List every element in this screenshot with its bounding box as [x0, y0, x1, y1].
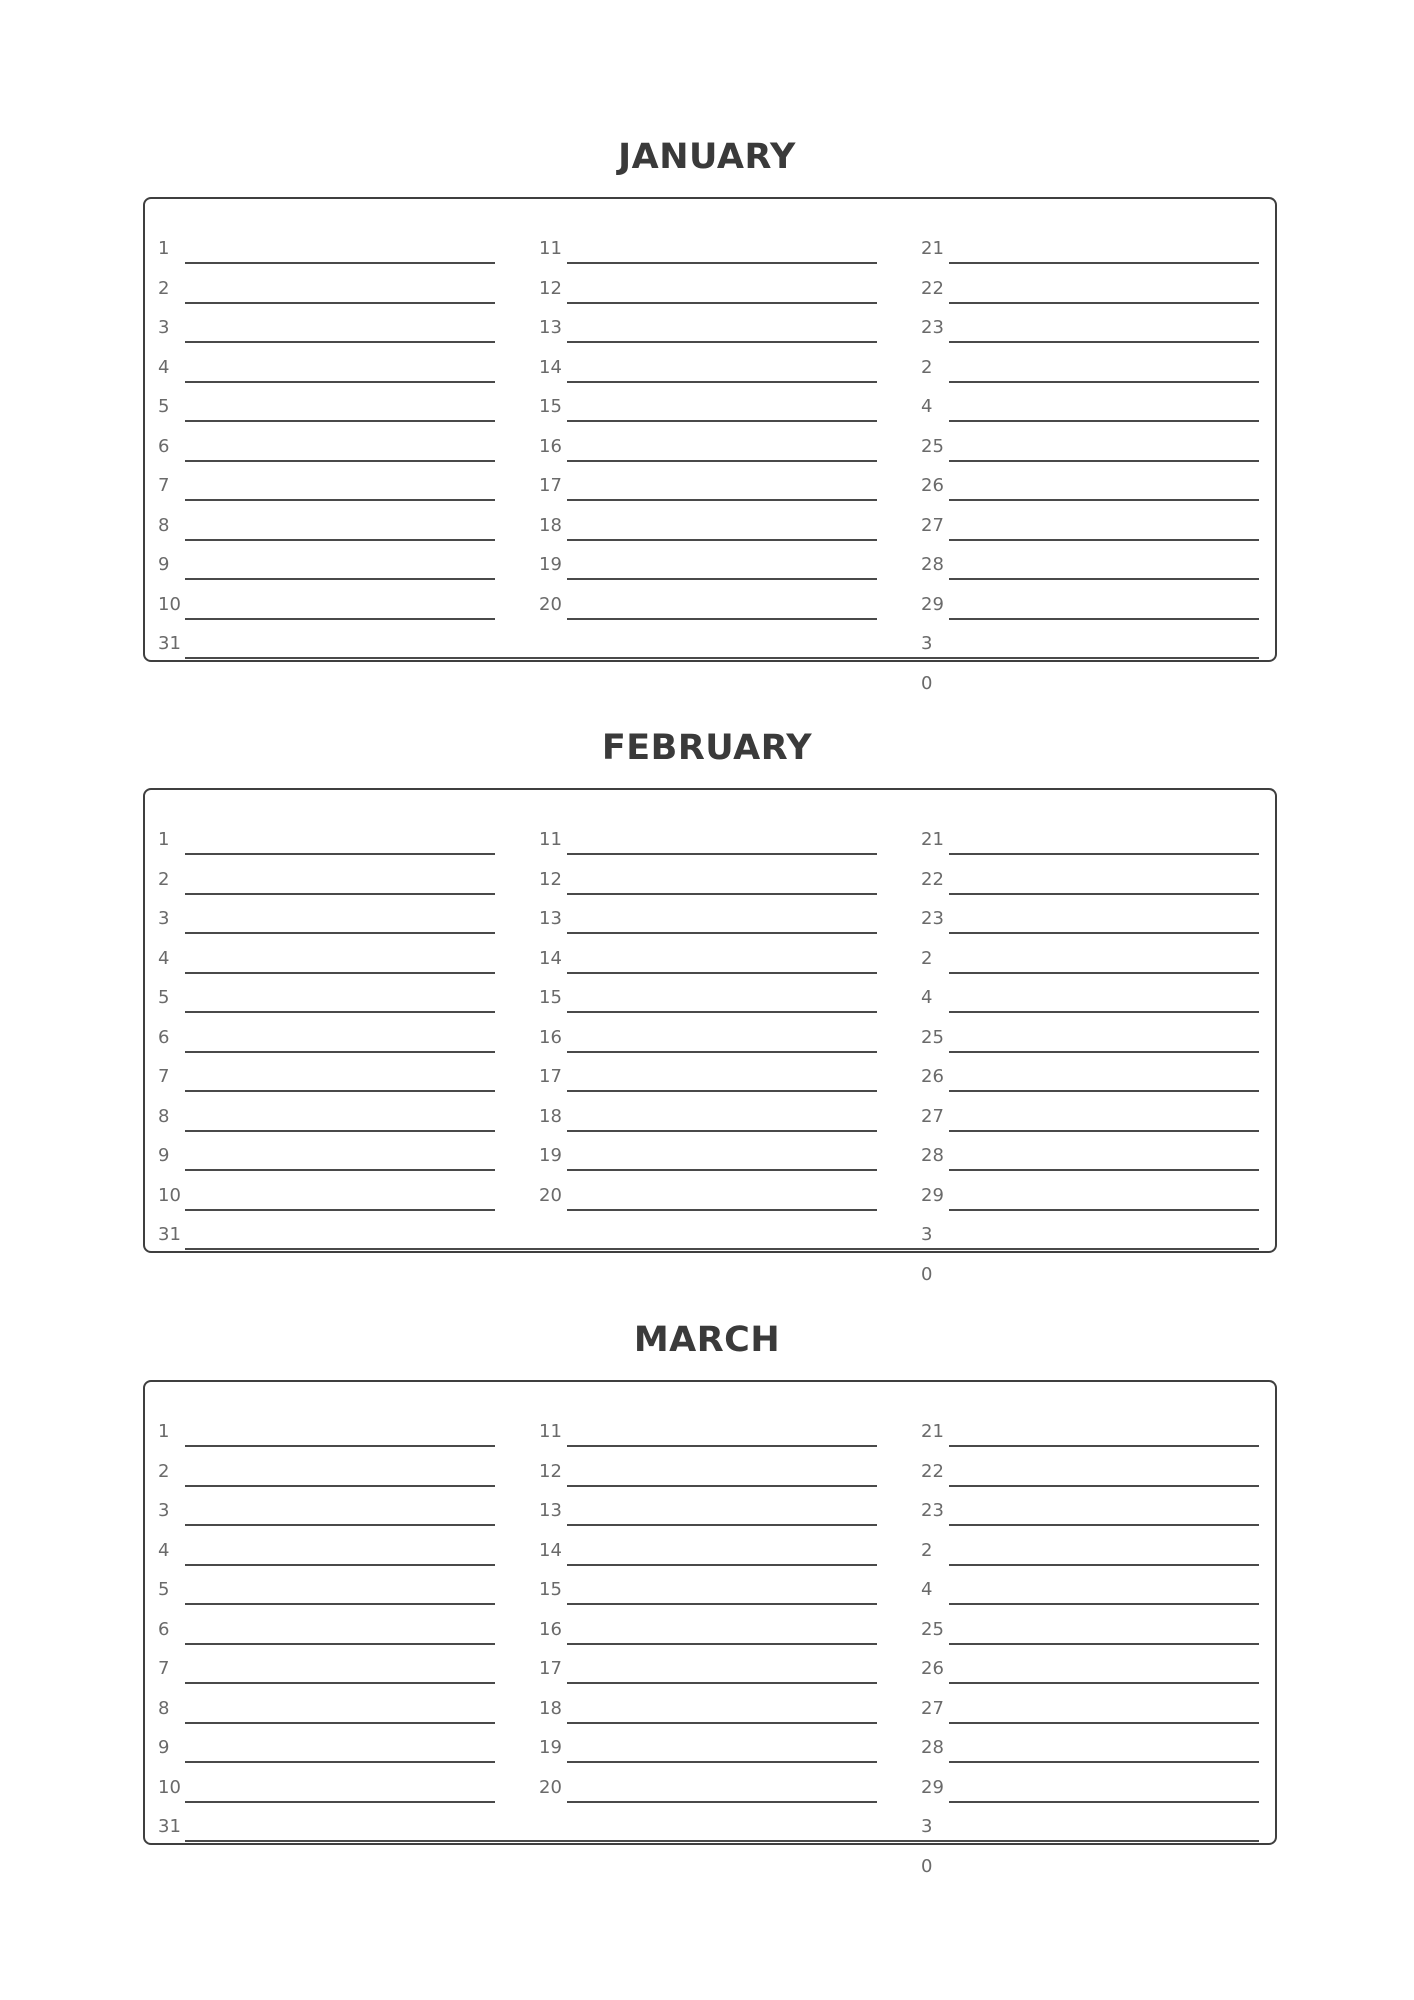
- day-number: 14: [539, 1539, 562, 1561]
- day-number: 14: [539, 356, 562, 378]
- write-in-line[interactable]: [567, 972, 877, 974]
- write-in-line[interactable]: [185, 1130, 495, 1132]
- write-in-line[interactable]: [185, 1643, 495, 1645]
- write-in-line[interactable]: [949, 853, 1259, 855]
- day-number: 23: [921, 908, 944, 929]
- write-in-line[interactable]: [949, 1840, 1259, 1842]
- write-in-line[interactable]: [185, 381, 495, 383]
- day-number: 6: [158, 435, 170, 457]
- day-number: 11: [539, 829, 562, 850]
- day-number: 8: [158, 1697, 170, 1719]
- write-in-line[interactable]: [949, 1564, 1259, 1566]
- day-number: 4: [158, 1539, 170, 1561]
- write-in-line[interactable]: [567, 1761, 877, 1763]
- write-in-line[interactable]: [185, 420, 495, 422]
- day-number: 5: [158, 1579, 170, 1600]
- day-number: 7: [158, 1066, 170, 1087]
- write-in-line[interactable]: [185, 1722, 495, 1724]
- day-number: 13: [539, 317, 562, 338]
- day-number: 25: [921, 435, 944, 457]
- day-number: 7: [158, 1658, 170, 1679]
- day-number: 21: [921, 1421, 944, 1442]
- write-in-line[interactable]: [567, 1209, 877, 1211]
- day-number: 18: [539, 1697, 562, 1719]
- month-title: JANUARY: [618, 137, 796, 177]
- day-number: 16: [539, 1618, 562, 1640]
- write-in-line[interactable]: [949, 460, 1259, 462]
- write-in-line[interactable]: [185, 1445, 495, 1447]
- write-in-line[interactable]: [567, 1011, 877, 1013]
- day-number: 1: [158, 829, 170, 850]
- write-in-line[interactable]: [949, 420, 1259, 422]
- day-number: 16: [539, 435, 562, 457]
- write-in-line[interactable]: [185, 1564, 495, 1566]
- write-in-line[interactable]: [949, 1485, 1259, 1487]
- day-number: 20: [539, 1184, 562, 1206]
- day-number: 8: [158, 514, 170, 536]
- write-in-line[interactable]: [185, 1485, 495, 1487]
- write-in-line[interactable]: [949, 972, 1259, 974]
- write-in-line[interactable]: [949, 657, 1259, 659]
- day-number: 2: [158, 868, 170, 890]
- write-in-line[interactable]: [949, 1603, 1259, 1605]
- write-in-line[interactable]: [949, 1130, 1259, 1132]
- day-number: 29: [921, 1776, 944, 1798]
- day-number: 31: [158, 633, 181, 654]
- write-in-line[interactable]: [949, 893, 1259, 895]
- write-in-line[interactable]: [185, 1603, 495, 1605]
- write-in-line[interactable]: [949, 1445, 1259, 1447]
- write-in-line[interactable]: [567, 341, 877, 343]
- day-number: 13: [539, 1500, 562, 1521]
- write-in-line[interactable]: [949, 381, 1259, 383]
- write-in-line[interactable]: [949, 1169, 1259, 1171]
- write-in-line[interactable]: [949, 1248, 1259, 1250]
- write-in-line[interactable]: [949, 341, 1259, 343]
- write-in-line[interactable]: [949, 1722, 1259, 1724]
- day-number: 20: [539, 1776, 562, 1798]
- day-number: 18: [539, 514, 562, 536]
- write-in-line[interactable]: [567, 1564, 877, 1566]
- day-number: 3: [158, 1500, 170, 1521]
- write-in-line[interactable]: [949, 1801, 1259, 1803]
- month-frame: [143, 197, 1277, 662]
- write-in-line[interactable]: [185, 972, 495, 974]
- day-number: 14: [539, 947, 562, 969]
- day-number: 17: [539, 1658, 562, 1679]
- day-number: 11: [539, 238, 562, 259]
- write-in-line[interactable]: [185, 302, 495, 304]
- write-in-line[interactable]: [949, 618, 1259, 620]
- day-number: 27: [921, 1697, 944, 1719]
- write-in-line[interactable]: [567, 1485, 877, 1487]
- day-number: 21: [921, 829, 944, 850]
- write-in-line[interactable]: [567, 1722, 877, 1724]
- day-number: 28: [921, 554, 944, 575]
- day-number: 1: [158, 238, 170, 259]
- write-in-line[interactable]: [949, 1524, 1259, 1526]
- write-in-line[interactable]: [949, 1090, 1259, 1092]
- write-in-line[interactable]: [185, 1682, 495, 1684]
- day-number: 9: [158, 1737, 170, 1758]
- write-in-line[interactable]: [567, 578, 877, 580]
- write-in-line[interactable]: [949, 1643, 1259, 1645]
- day-number: 23: [921, 317, 944, 338]
- write-in-line[interactable]: [185, 1209, 495, 1211]
- day-number: 15: [539, 987, 562, 1008]
- day-number: 4: [158, 947, 170, 969]
- write-in-line[interactable]: [185, 578, 495, 580]
- write-in-line[interactable]: [567, 302, 877, 304]
- write-in-line[interactable]: [567, 262, 877, 264]
- day-number: 6: [158, 1618, 170, 1640]
- write-in-line[interactable]: [949, 1209, 1259, 1211]
- write-in-line[interactable]: [949, 539, 1259, 541]
- day-number: 17: [539, 1066, 562, 1087]
- write-in-line[interactable]: [567, 420, 877, 422]
- write-in-line[interactable]: [185, 539, 495, 541]
- day-number: 4: [158, 356, 170, 378]
- day-number: 10: [158, 1776, 181, 1798]
- day-number: 26: [921, 1066, 944, 1087]
- write-in-line[interactable]: [949, 932, 1259, 934]
- day-number: 12: [539, 868, 562, 890]
- day-number: 22: [921, 277, 944, 299]
- day-number: 16: [539, 1026, 562, 1048]
- write-in-line[interactable]: [185, 1169, 495, 1171]
- day-number: 2: [921, 356, 933, 378]
- write-in-line[interactable]: [185, 853, 495, 855]
- day-number: 12: [539, 277, 562, 299]
- day-number: 3: [158, 317, 170, 338]
- write-in-line[interactable]: [949, 302, 1259, 304]
- write-in-line[interactable]: [185, 1090, 495, 1092]
- day-number: 2: [921, 947, 933, 969]
- write-in-line[interactable]: [567, 853, 877, 855]
- write-in-line[interactable]: [949, 499, 1259, 501]
- write-in-line[interactable]: [567, 1682, 877, 1684]
- write-in-line[interactable]: [185, 1051, 495, 1053]
- day-number: 4: [921, 396, 933, 417]
- day-number: 1: [158, 1421, 170, 1442]
- day-number: 26: [921, 475, 944, 496]
- write-in-line[interactable]: [567, 1169, 877, 1171]
- day-number: 13: [539, 908, 562, 929]
- day-number: 3: [921, 1224, 933, 1245]
- day-number: 29: [921, 593, 944, 615]
- day-number: 10: [158, 593, 181, 615]
- write-in-line[interactable]: [567, 499, 877, 501]
- write-in-line[interactable]: [567, 932, 877, 934]
- write-in-line[interactable]: [185, 1801, 495, 1803]
- day-number: 15: [539, 396, 562, 417]
- day-number: 17: [539, 475, 562, 496]
- write-in-line[interactable]: [567, 381, 877, 383]
- day-number: 9: [158, 1145, 170, 1166]
- write-in-line[interactable]: [185, 1761, 495, 1763]
- day-number: 12: [539, 1460, 562, 1482]
- write-in-line[interactable]: [567, 618, 877, 620]
- day-number: 19: [539, 1145, 562, 1166]
- day-number: 7: [158, 475, 170, 496]
- day-number: 3: [158, 908, 170, 929]
- write-in-line[interactable]: [185, 932, 495, 934]
- day-number: 31: [158, 1816, 181, 1837]
- write-in-line[interactable]: [949, 262, 1259, 264]
- write-in-line[interactable]: [567, 1051, 877, 1053]
- write-in-line[interactable]: [185, 341, 495, 343]
- day-number: 0: [921, 1263, 933, 1285]
- write-in-line[interactable]: [185, 1011, 495, 1013]
- day-number: 3: [921, 633, 933, 654]
- day-number: 26: [921, 1658, 944, 1679]
- day-number: 25: [921, 1618, 944, 1640]
- month-frame: [143, 1380, 1277, 1845]
- write-in-line[interactable]: [185, 262, 495, 264]
- day-number: 20: [539, 593, 562, 615]
- write-in-line[interactable]: [949, 1682, 1259, 1684]
- day-number: 11: [539, 1421, 562, 1442]
- day-number: 29: [921, 1184, 944, 1206]
- day-number: 5: [158, 396, 170, 417]
- write-in-line[interactable]: [949, 578, 1259, 580]
- day-number: 25: [921, 1026, 944, 1048]
- month-title: FEBRUARY: [601, 728, 813, 768]
- write-in-line[interactable]: [949, 1761, 1259, 1763]
- day-number: 5: [158, 987, 170, 1008]
- write-in-line[interactable]: [567, 1524, 877, 1526]
- write-in-line[interactable]: [567, 1130, 877, 1132]
- day-number: 3: [921, 1816, 933, 1837]
- day-number: 22: [921, 868, 944, 890]
- day-number: 8: [158, 1105, 170, 1127]
- day-number: 10: [158, 1184, 181, 1206]
- write-in-line[interactable]: [185, 499, 495, 501]
- day-number: 18: [539, 1105, 562, 1127]
- day-number: 22: [921, 1460, 944, 1482]
- write-in-line[interactable]: [185, 460, 495, 462]
- write-in-line[interactable]: [949, 1011, 1259, 1013]
- month-frame: [143, 788, 1277, 1253]
- write-in-line[interactable]: [185, 1524, 495, 1526]
- day-number: 28: [921, 1145, 944, 1166]
- day-number: 0: [921, 1855, 933, 1877]
- write-in-line[interactable]: [185, 893, 495, 895]
- day-number: 0: [921, 672, 933, 694]
- write-in-line[interactable]: [567, 1643, 877, 1645]
- day-number: 23: [921, 1500, 944, 1521]
- day-number: 2: [921, 1539, 933, 1561]
- write-in-line[interactable]: [567, 1445, 877, 1447]
- day-number: 19: [539, 554, 562, 575]
- day-number: 27: [921, 1105, 944, 1127]
- day-number: 21: [921, 238, 944, 259]
- day-number: 27: [921, 514, 944, 536]
- day-number: 2: [158, 1460, 170, 1482]
- write-in-line[interactable]: [185, 618, 495, 620]
- month-title: MARCH: [633, 1320, 781, 1360]
- write-in-line[interactable]: [567, 893, 877, 895]
- write-in-line[interactable]: [567, 539, 877, 541]
- write-in-line[interactable]: [567, 460, 877, 462]
- day-number: 6: [158, 1026, 170, 1048]
- day-number: 9: [158, 554, 170, 575]
- day-number: 4: [921, 987, 933, 1008]
- day-number: 15: [539, 1579, 562, 1600]
- day-number: 31: [158, 1224, 181, 1245]
- day-number: 4: [921, 1579, 933, 1600]
- day-number: 28: [921, 1737, 944, 1758]
- write-in-line[interactable]: [567, 1090, 877, 1092]
- write-in-line[interactable]: [567, 1801, 877, 1803]
- day-number: 19: [539, 1737, 562, 1758]
- write-in-line[interactable]: [567, 1603, 877, 1605]
- day-number: 2: [158, 277, 170, 299]
- write-in-line[interactable]: [949, 1051, 1259, 1053]
